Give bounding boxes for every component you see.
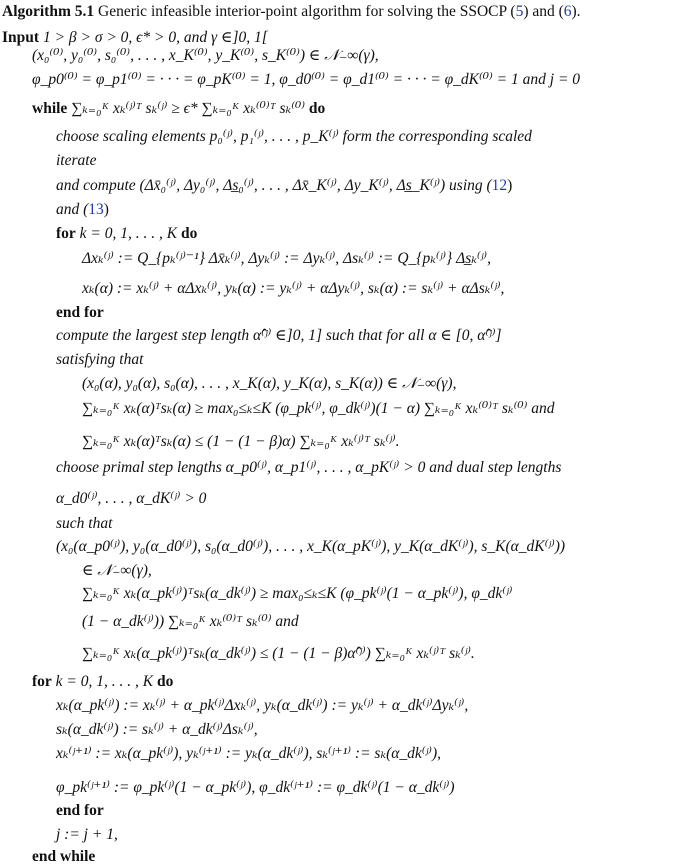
algorithm-line: [56, 226, 197, 242]
algorithm-line: [56, 491, 206, 507]
math-text: (x₀⁽⁰⁾, y₀⁽⁰⁾, s₀⁽⁰⁾, . . . , x_K⁽⁰⁾, y_K⁽⁰⁾, s_K⁽⁰⁾) ∈ 𝒩₋∞(γ),: [32, 47, 379, 64]
algorithm-line: [2, 30, 268, 46]
math-text: 1 > β > σ > 0, ϵ* > 0, and γ ∈]0, 1[: [39, 29, 268, 46]
equation-ref[interactable]: 12: [491, 177, 508, 194]
math-text: ∈ 𝒩₋∞(γ),: [82, 562, 152, 579]
math-text: α_d0⁽ʲ⁾, . . . , α_dK⁽ʲ⁾ > 0: [56, 490, 207, 507]
math-text: (x₀(α), y₀(α), s₀(α), . . . , x_K(α), y_K(α), s_K(α)) ∈ 𝒩₋∞(γ),: [82, 375, 457, 392]
algorithm-line: [56, 746, 441, 762]
algorithm-line: [82, 401, 555, 417]
algorithm-line: [82, 586, 512, 602]
keyword: end while: [32, 848, 96, 865]
algorithm-line: [82, 434, 400, 450]
algorithm-line: [82, 376, 456, 392]
algorithm-line: [82, 251, 491, 267]
keyword: end for: [56, 802, 104, 819]
math-text: satisfying that: [56, 351, 144, 368]
algorithm-line: [32, 674, 173, 690]
math-text: k = 0, 1, . . . , K: [51, 673, 154, 690]
algorithm-line: [56, 780, 455, 796]
math-text: k = 0, 1, . . . , K: [75, 225, 178, 242]
algorithm-line: [56, 698, 468, 714]
math-text: xₖ⁽ʲ⁺¹⁾ := xₖ(α_pk⁽ʲ⁾), yₖ⁽ʲ⁺¹⁾ := yₖ(α_dk⁽ʲ⁾), sₖ⁽ʲ⁺¹⁾ := sₖ(α_dk⁽ʲ⁾),: [56, 745, 441, 762]
algorithm-line: [56, 460, 561, 476]
caption-ref-6[interactable]: 6: [563, 3, 572, 20]
math-text: compute the largest step length α̂⁽ʲ⁾ ∈]0, 1] such that for all α ∈ [0, α̂⁽ʲ⁾]: [56, 327, 502, 344]
algorithm-line: [56, 129, 532, 145]
caption-end: ).: [571, 3, 581, 20]
ref-close: ): [507, 177, 513, 194]
caption-ref-5[interactable]: 5: [515, 3, 524, 20]
math-text: xₖ(α) := xₖ⁽ʲ⁾ + αΔxₖ⁽ʲ⁾, yₖ(α) := yₖ⁽ʲ⁾ + αΔyₖ⁽ʲ⁾, sₖ(α) := sₖ⁽ʲ⁾ + αΔsₖ⁽ʲ⁾,: [82, 280, 505, 297]
algorithm-line: [56, 352, 143, 368]
algorithm-line: [56, 305, 104, 321]
keyword: Input: [2, 29, 40, 46]
math-text: and compute (Δx̄₀⁽ʲ⁾, Δy₀⁽ʲ⁾, Δs̲₀⁽ʲ⁾, . . . , Δx̄_K⁽ʲ⁾, Δy_K⁽ʲ⁾, Δs̲_K⁽ʲ⁾) using (: [56, 177, 492, 194]
algorithm-line: [56, 328, 502, 344]
math-text: Δxₖ⁽ʲ⁾ := Q_{pₖ⁽ʲ⁾⁻¹} Δx̄ₖ⁽ʲ⁾, Δyₖ⁽ʲ⁾ := Δyₖ⁽ʲ⁾, Δsₖ⁽ʲ⁾ := Q_{pₖ⁽ʲ⁾} Δs̲ₖ⁽ʲ⁾,: [82, 250, 491, 267]
math-text: choose primal step lengths α_p0⁽ʲ⁾, α_p1⁽ʲ⁾, . . . , α_pK⁽ʲ⁾ > 0 and dual step lengths: [56, 459, 562, 476]
math-text: ∑ₖ₌₀ᴷ xₖ(α_pk⁽ʲ⁾)ᵀsₖ(α_dk⁽ʲ⁾) ≥ max₀≤ₖ≤K (φ_pk⁽ʲ⁾(1 − α_pk⁽ʲ⁾), φ_dk⁽ʲ⁾: [82, 585, 513, 602]
math-text: ∑ₖ₌₀ᴷ xₖ(α)ᵀsₖ(α) ≤ (1 − (1 − β)α) ∑ₖ₌₀ᴷ xₖ⁽ʲ⁾ᵀ sₖ⁽ʲ⁾.: [82, 433, 400, 450]
keyword-do: do: [177, 225, 198, 242]
math-text: and (: [56, 201, 89, 218]
algorithm-label: Algorithm 5.1: [2, 3, 99, 20]
algorithm-line: [32, 101, 325, 117]
algorithm-line: [56, 803, 104, 819]
algorithm-line: [56, 153, 96, 169]
equation-ref[interactable]: 13: [88, 201, 104, 218]
math-text: choose scaling elements p₀⁽ʲ⁾, p₁⁽ʲ⁾, . . . , p_K⁽ʲ⁾ form the corresponding scaled: [56, 128, 532, 145]
algorithm-line: [56, 178, 512, 194]
keyword: while: [32, 100, 68, 117]
keyword-do: do: [305, 100, 326, 117]
algorithm-line: [56, 539, 565, 555]
keyword-do: do: [153, 673, 174, 690]
ref-close: ): [103, 201, 109, 218]
caption-text: Generic infeasible interior-point algorithm for solving the SSOCP (: [98, 3, 516, 20]
algorithm-line: [82, 646, 475, 662]
math-text: φ_p0⁽⁰⁾ = φ_p1⁽⁰⁾ = · · · = φ_pK⁽⁰⁾ = 1, φ_d0⁽⁰⁾ = φ_d1⁽⁰⁾ = · · · = φ_dK⁽⁰⁾ = 1 and j = 0: [32, 71, 581, 88]
algorithm-line: [56, 202, 109, 218]
algorithm-line: [56, 722, 258, 738]
algorithm-line: [32, 72, 580, 88]
keyword: for: [32, 673, 52, 690]
algorithm-line: [56, 516, 112, 532]
keyword: end for: [56, 304, 104, 321]
math-text: ∑ₖ₌₀ᴷ xₖ(α)ᵀsₖ(α) ≥ max₀≤ₖ≤K (φ_pk⁽ʲ⁾, φ_dk⁽ʲ⁾)(1 − α) ∑ₖ₌₀ᴷ xₖ⁽⁰⁾ᵀ sₖ⁽⁰⁾ and: [82, 400, 555, 417]
keyword: for: [56, 225, 76, 242]
math-text: sₖ(α_dk⁽ʲ⁾) := sₖ⁽ʲ⁾ + α_dk⁽ʲ⁾Δsₖ⁽ʲ⁾,: [56, 721, 258, 738]
math-text: ∑ₖ₌₀ᴷ xₖ⁽ʲ⁾ᵀ sₖ⁽ʲ⁾ ≥ ϵ* ∑ₖ₌₀ᴷ xₖ⁽⁰⁾ᵀ sₖ⁽⁰⁾: [67, 100, 306, 117]
math-text: ∑ₖ₌₀ᴷ xₖ(α_pk⁽ʲ⁾)ᵀsₖ(α_dk⁽ʲ⁾) ≤ (1 − (1 − β)α̂⁽ʲ⁾) ∑ₖ₌₀ᴷ xₖ⁽ʲ⁾ᵀ sₖ⁽ʲ⁾.: [82, 645, 475, 662]
math-text: (x₀(α_p0⁽ʲ⁾), y₀(α_d0⁽ʲ⁾), s₀(α_d0⁽ʲ⁾), . . . , x_K(α_pK⁽ʲ⁾), y_K(α_dK⁽ʲ⁾), s_K(α_dK⁽ʲ⁾)): [56, 538, 566, 555]
algorithm-line: [82, 281, 504, 297]
math-text: such that: [56, 515, 113, 532]
algorithm-line: [82, 614, 299, 630]
algorithm-line: [82, 563, 152, 579]
math-text: j := j + 1,: [56, 826, 118, 843]
math-text: xₖ(α_pk⁽ʲ⁾) := xₖ⁽ʲ⁾ + α_pk⁽ʲ⁾Δxₖ⁽ʲ⁾, yₖ(α_dk⁽ʲ⁾) := yₖ⁽ʲ⁾ + α_dk⁽ʲ⁾Δyₖ⁽ʲ⁾,: [56, 697, 469, 714]
algorithm-caption: [2, 4, 581, 20]
algorithm-line: [32, 48, 379, 64]
algorithm-line: [56, 827, 118, 843]
math-text: iterate: [56, 152, 97, 169]
math-text: φ_pk⁽ʲ⁺¹⁾ := φ_pk⁽ʲ⁾(1 − α_pk⁽ʲ⁾), φ_dk⁽ʲ⁺¹⁾ := φ_dk⁽ʲ⁾(1 − α_dk⁽ʲ⁾): [56, 779, 455, 796]
algorithm-line: [32, 849, 95, 865]
math-text: (1 − α_dk⁽ʲ⁾)) ∑ₖ₌₀ᴷ xₖ⁽⁰⁾ᵀ sₖ⁽⁰⁾ and: [82, 613, 299, 630]
caption-and: ) and (: [523, 3, 564, 20]
